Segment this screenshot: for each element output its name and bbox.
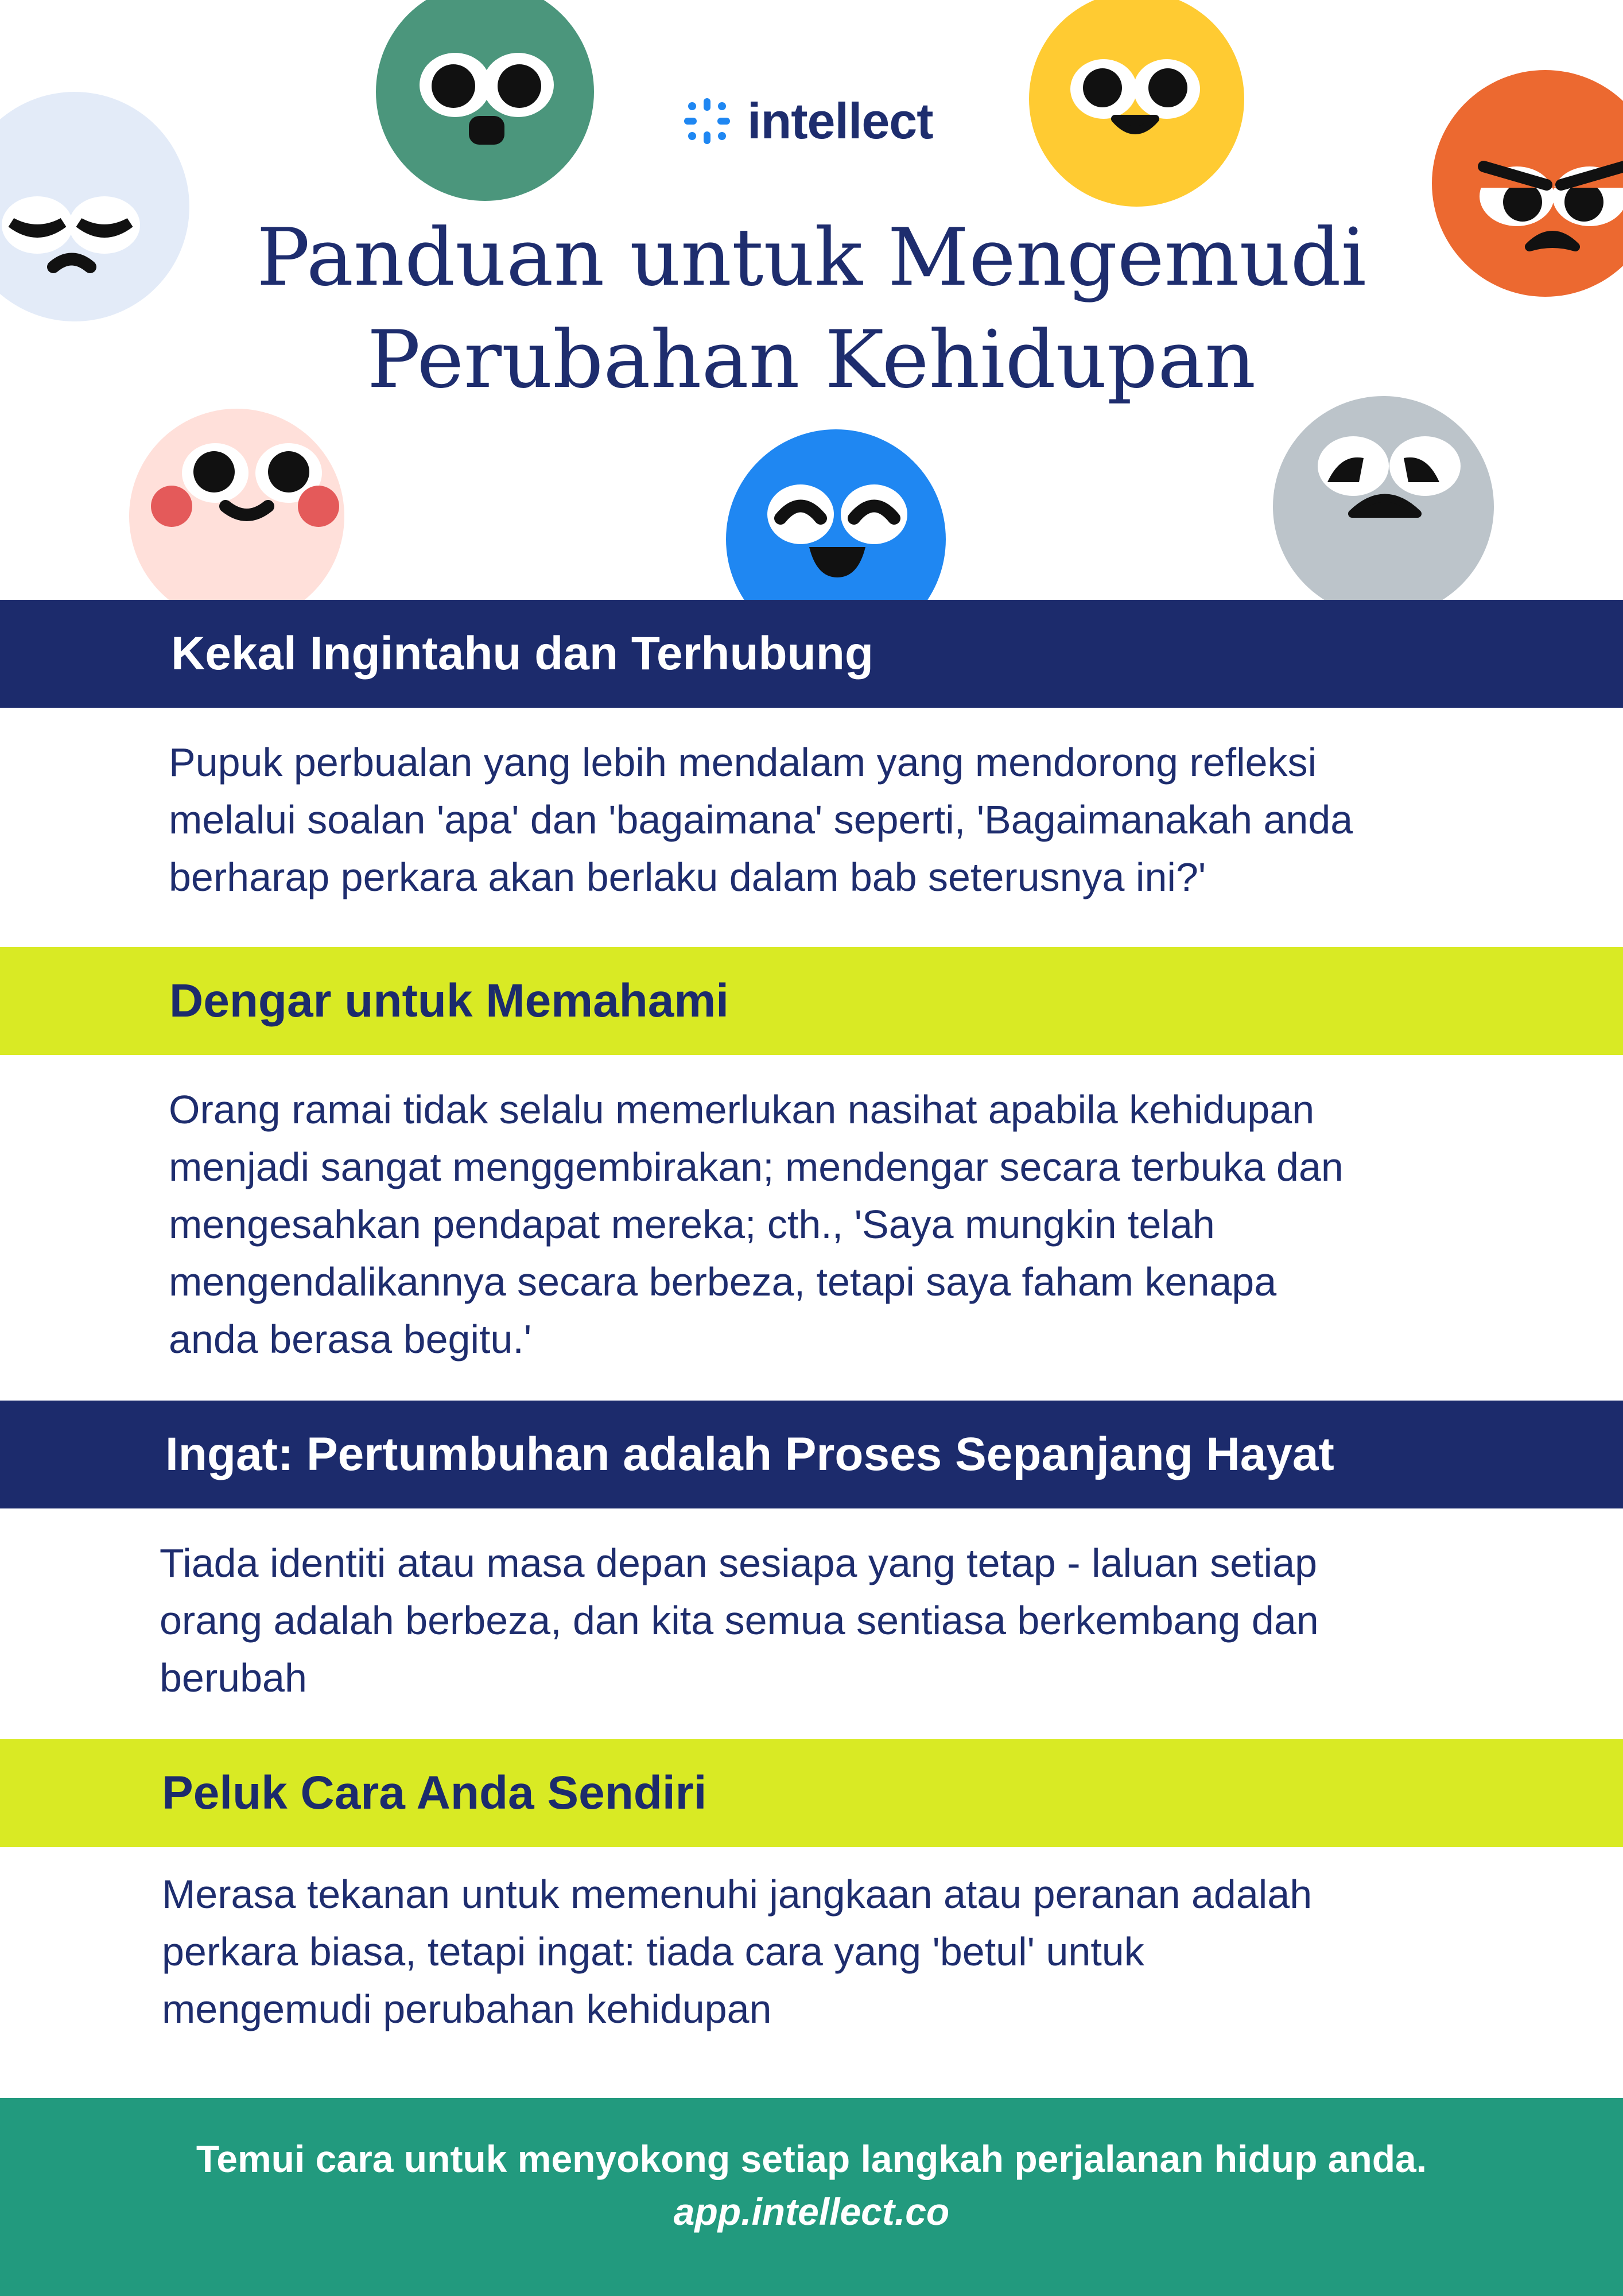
body-line: mengemudi perubahan kehidupan [162,1987,772,2031]
section-heading: Dengar untuk Memahami [169,975,729,1027]
footer-tagline: Temui cara untuk menyokong setiap langkah perjalanan hidup anda. [196,2138,1427,2180]
body-line: mengesahkan pendapat mereka; cth., 'Saya mungkin telah [169,1202,1215,1247]
body-line: melalui soalan 'apa' dan 'bagaimana' seperti, 'Bagaimanakah anda [169,797,1353,842]
section-2-header [0,947,1623,1055]
title-line-2: Perubahan Kehidupan [367,313,1256,406]
body-line: Tiada identiti atau masa depan sesiapa yang tetap - laluan setiap [160,1541,1318,1585]
body-line: Merasa tekanan untuk memenuhi jangkaan atau peranan adalah [162,1872,1313,1917]
section-heading: Kekal Ingintahu dan Terhubung [171,627,873,680]
body-line: berharap perkara akan berlaku dalam bab seterusnya ini?' [169,855,1206,899]
yellow-face-icon [1029,0,1244,207]
body-line: anda berasa begitu.' [169,1317,532,1362]
footer [0,2098,1623,2296]
section-heading: Peluk Cara Anda Sendiri [162,1767,707,1819]
body-line: berubah [160,1655,307,1700]
body-line: Pupuk perbualan yang lebih mendalam yang mendorong refleksi [169,740,1317,785]
section-1-header [0,600,1623,708]
page-title [0,207,1623,411]
asterisk-dots-icon [682,96,732,146]
body-line: menjadi sangat menggembirakan; mendengar secara terbuka dan [169,1145,1344,1189]
header [0,0,1623,600]
laughing-face-icon [726,429,946,600]
green-face-icon [376,0,594,201]
section-4-header [0,1739,1623,1847]
section-4-body [162,1865,1623,2038]
footer-url-link[interactable]: app.intellect.co [673,2190,950,2233]
section-3-header [0,1401,1623,1508]
body-line: Orang ramai tidak selalu memerlukan nasihat apabila kehidupan [169,1087,1315,1132]
section-3-body [160,1534,1623,1707]
title-line-1: Panduan untuk Mengemudi [257,211,1366,304]
brand-name: intellect [747,92,933,149]
section-heading: Ingat: Pertumbuhan adalah Proses Sepanjang Hayat [165,1428,1334,1480]
brand-logo[interactable] [682,92,933,150]
section-1-body [169,734,1623,906]
section-2-body [169,1081,1623,1368]
body-line: mengendalikannya secara berbeza, tetapi saya faham kenapa [169,1259,1277,1304]
body-line: perkara biasa, tetapi ingat: tiada cara yang 'betul' untuk [162,1929,1144,1974]
body-line: orang adalah berbeza, dan kita semua sentiasa berkembang dan [160,1598,1319,1643]
worried-face-icon [1273,396,1494,600]
blush-face-icon [129,409,344,600]
